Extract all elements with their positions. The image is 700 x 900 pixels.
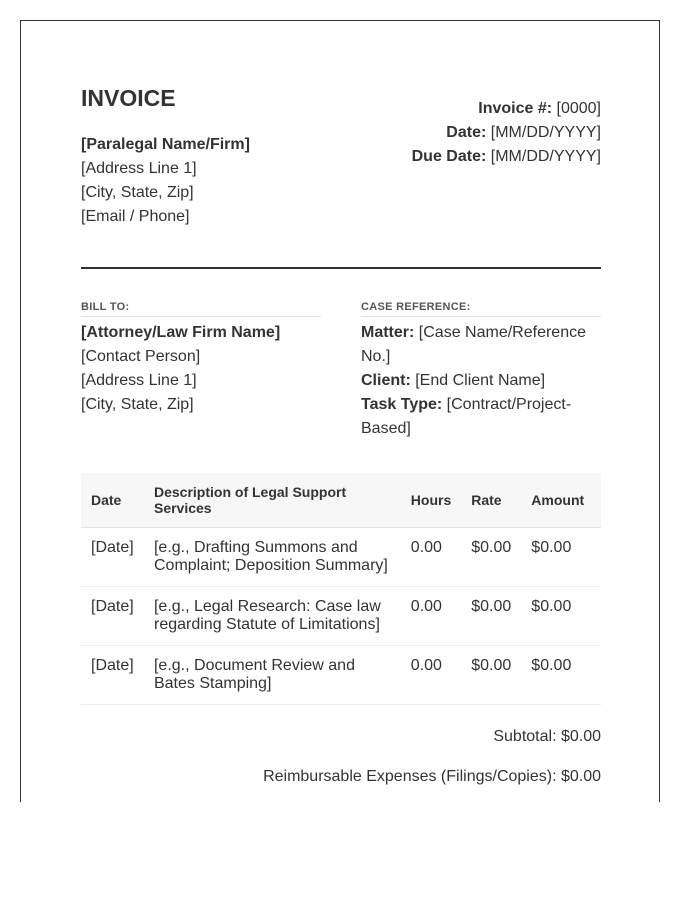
invoice-meta (412, 97, 601, 169)
sender-name: [Paralegal Name/Firm] (81, 136, 250, 153)
row-hours: 0.00 (401, 646, 461, 705)
matter-line (361, 321, 601, 369)
row-date: [Date] (81, 646, 144, 705)
bill-to-name: [Attorney/Law Firm Name] (81, 324, 281, 341)
invoice-number-line (412, 97, 601, 121)
due-date-line (412, 145, 601, 169)
matter-label: Matter: (361, 324, 415, 341)
matter-value: [Case Name/Reference No.] (361, 324, 586, 365)
invoice-number-value: [0000] (556, 100, 601, 117)
bill-to-block (81, 301, 321, 417)
invoice-content (81, 85, 601, 807)
column-header-hours: Hours (401, 473, 461, 528)
parties-section (81, 301, 601, 473)
invoice-date-value: [MM/DD/YYYY] (490, 124, 601, 141)
row-rate: $0.00 (461, 587, 521, 646)
row-date: [Date] (81, 587, 144, 646)
case-reference-block (361, 301, 601, 441)
header-divider (81, 267, 601, 269)
totals-section (81, 727, 601, 787)
row-amount: $0.00 (521, 646, 601, 705)
table-header-row (81, 473, 601, 528)
row-description: [e.g., Drafting Summons and Complaint; Deposition Summary] (144, 528, 401, 587)
row-description: [e.g., Legal Research: Case law regarding Statute of Limitations] (144, 587, 401, 646)
reimbursable-expenses: Reimbursable Expenses (Filings/Copies): $0.00 (263, 768, 601, 785)
column-header-amount: Amount (521, 473, 601, 528)
row-description: [e.g., Document Review and Bates Stamping] (144, 646, 401, 705)
line-items-table (81, 473, 601, 705)
invoice-number-label: Invoice #: (478, 100, 553, 117)
column-header-description: Description of Legal Support Services (144, 473, 401, 528)
row-amount: $0.00 (521, 528, 601, 587)
task-type-line (361, 393, 601, 441)
row-amount: $0.00 (521, 587, 601, 646)
task-type-label: Task Type: (361, 396, 443, 413)
invoice-title: INVOICE (81, 85, 176, 111)
case-reference-heading: CASE REFERENCE: (361, 301, 601, 317)
column-header-rate: Rate (461, 473, 521, 528)
sender-block (81, 133, 250, 229)
row-date: [Date] (81, 528, 144, 587)
row-rate: $0.00 (461, 528, 521, 587)
task-type-value: [Contract/Project-Based] (361, 396, 572, 437)
table-row (81, 528, 601, 587)
table-row (81, 587, 601, 646)
sender-city-state-zip: [City, State, Zip] (81, 184, 194, 201)
table-row (81, 646, 601, 705)
row-hours: 0.00 (401, 528, 461, 587)
subtotal: Subtotal: $0.00 (493, 728, 601, 745)
sender-address-line: [Address Line 1] (81, 160, 197, 177)
column-header-date: Date (81, 473, 144, 528)
client-line (361, 369, 601, 393)
client-label: Client: (361, 372, 411, 389)
invoice-header (81, 85, 601, 267)
row-rate: $0.00 (461, 646, 521, 705)
invoice-page (20, 20, 660, 802)
row-hours: 0.00 (401, 587, 461, 646)
bill-to-heading: BILL TO: (81, 301, 321, 317)
bill-to-address: [Address Line 1] (81, 372, 197, 389)
client-value: [End Client Name] (415, 372, 546, 389)
due-date-label: Due Date: (411, 148, 487, 165)
due-date-value: [MM/DD/YYYY] (490, 148, 601, 165)
bill-to-city: [City, State, Zip] (81, 396, 194, 413)
sender-contact: [Email / Phone] (81, 208, 190, 225)
bill-to-contact: [Contact Person] (81, 348, 201, 365)
invoice-date-label: Date: (446, 124, 487, 141)
invoice-date-line (412, 121, 601, 145)
